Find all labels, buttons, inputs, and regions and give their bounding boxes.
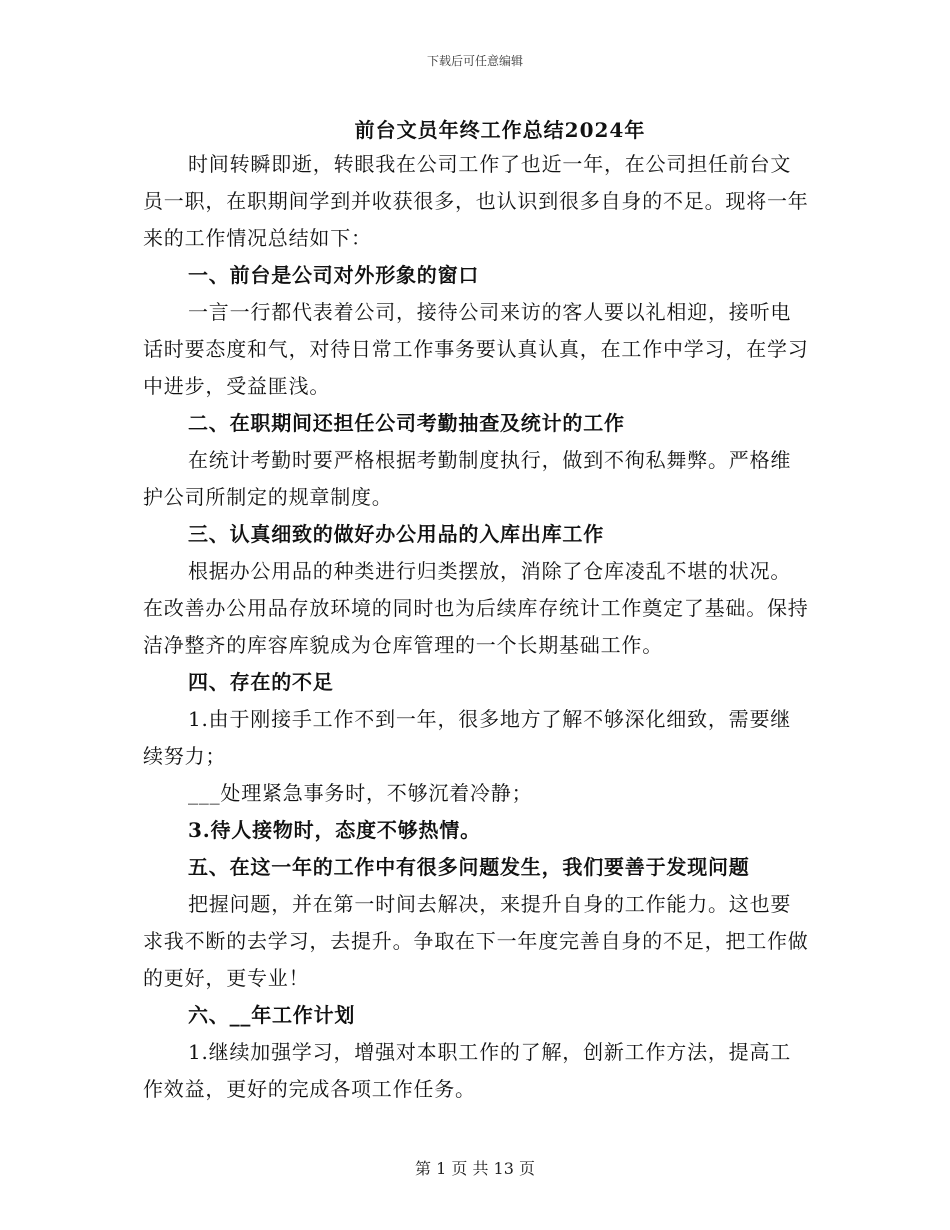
section-heading-4: 四、存在的不足 (188, 670, 334, 694)
section-paragraph-2: 在统计考勤时要严格根据考勤制度执行，做到不徇私舞弊。严格维护公司所制定的规章制度。 (143, 448, 792, 509)
header-note: 下载后可任意编辑 (426, 54, 523, 68)
document-title: 前台文员年终工作总结2024年 (354, 118, 646, 142)
section-heading-6: 六、__年工作计划 (188, 1003, 356, 1027)
section-paragraph-3: 根据办公用品的种类进行归类摆放，消除了仓库凌乱不堪的状况。在改善办公用品存放环境的同时也为后续库存统计工作奠定了基础。保持洁净整齐的库容库貌成为仓库管理的一个长期基础工作。 (143, 559, 809, 657)
list-item-4-1: 1.由于刚接手工作不到一年，很多地方了解不够深化细致，需要继续努力； (143, 707, 792, 768)
section-heading-1: 一、前台是公司对外形象的窗口 (188, 263, 480, 287)
intro-paragraph: 时间转瞬即逝，转眼我在公司工作了也近一年，在公司担任前台文员一职，在职期间学到并收获很多，也认识到很多自身的不足。现将一年来的工作情况总结如下： (143, 152, 809, 250)
document-body (143, 146, 811, 1108)
list-item-6-1: 1.继续加强学习，增强对本职工作的了解，创新工作方法，提高工作效益，更好的完成各项工作任务。 (143, 1040, 792, 1101)
list-item-4-3: 3.待人接物时，态度不够热情。 (188, 818, 481, 842)
page-footer: 第 1 页 共 13 页 (415, 1159, 535, 1178)
section-heading-3: 三、认真细致的做好办公用品的入库出库工作 (188, 522, 604, 546)
section-paragraph-1: 一言一行都代表着公司，接待公司来访的客人要以礼相迎，接听电话时要态度和气，对待日常工作事务要认真认真，在工作中学习，在学习中进步，受益匪浅。 (143, 300, 809, 398)
list-item-4-2: ___处理紧急事务时，不够沉着冷静； (188, 781, 533, 805)
section-paragraph-5: 把握问题，并在第一时间去解决，来提升自身的工作能力。这也要求我不断的去学习，去提升。争取在下一年度完善自身的不足，把工作做的更好，更专业！ (143, 892, 809, 990)
section-heading-2: 二、在职期间还担任公司考勤抽查及统计的工作 (188, 411, 625, 435)
section-heading-5: 五、在这一年的工作中有很多问题发生，我们要善于发现问题 (188, 855, 750, 879)
